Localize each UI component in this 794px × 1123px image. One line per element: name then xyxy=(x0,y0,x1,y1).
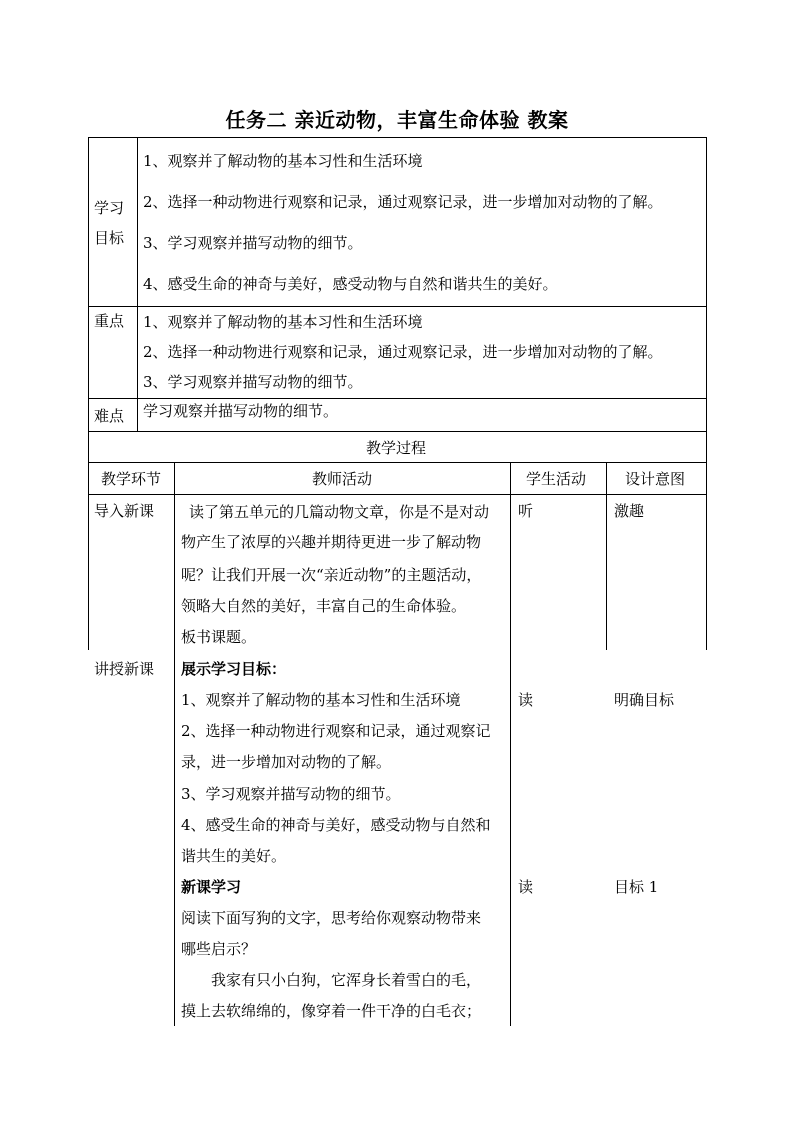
difficulty-label: 难点 xyxy=(94,407,125,425)
row-divider xyxy=(88,306,707,307)
table-border-right xyxy=(706,431,707,650)
table-border-left xyxy=(88,137,89,432)
column-header: 设计意图 xyxy=(625,470,686,488)
row-divider xyxy=(88,431,707,432)
row-divider xyxy=(88,398,707,399)
design-intent: 激趣 xyxy=(614,502,645,520)
key-point-item: 3、学习观察并描写动物的细节。 xyxy=(143,373,363,391)
objective-item: 1、观察并了解动物的基本习性和生活环境 xyxy=(143,152,423,170)
column-header: 学生活动 xyxy=(526,470,587,488)
key-point-item: 1、观察并了解动物的基本习性和生活环境 xyxy=(143,313,423,331)
objective-item: 2、选择一种动物进行观察和记录，通过观察记录，进一步增加对动物的了解。 xyxy=(143,193,663,211)
column-divider xyxy=(606,462,607,650)
teacher-activity-line: 读了第五单元的几篇动物文章，你是不是对动 xyxy=(189,503,490,521)
stage-label: 导入新课 xyxy=(94,502,155,520)
objectives-label: 学习 xyxy=(94,199,125,217)
study-line: 我家有只小白狗，它浑身长着雪白的毛， xyxy=(211,971,482,989)
column-divider xyxy=(510,462,511,1026)
key-points-label: 重点 xyxy=(94,312,125,330)
study-line: 哪些启示？ xyxy=(181,940,257,958)
teacher-activity-line: 领略大自然的美好，丰富自己的生命体验。 xyxy=(181,597,467,615)
objectives-label: 目标 xyxy=(94,229,125,247)
goal-line: 3、学习观察并描写动物的细节。 xyxy=(181,785,401,803)
column-header: 教师活动 xyxy=(312,470,373,488)
student-activity: 读 xyxy=(518,878,534,896)
goal-line: 录，进一步增加对动物的了解。 xyxy=(181,753,392,771)
stage-label: 讲授新课 xyxy=(94,660,155,678)
objective-item: 3、学习观察并描写动物的细节。 xyxy=(143,234,363,252)
column-divider xyxy=(174,462,175,1026)
goal-line: 1、观察并了解动物的基本习性和生活环境 xyxy=(181,691,461,709)
study-line: 摸上去软绵绵的，像穿着一件干净的白毛衣； xyxy=(181,1002,482,1020)
design-intent: 目标 1 xyxy=(614,878,659,896)
key-point-item: 2、选择一种动物进行观察和记录，通过观察记录，进一步增加对动物的了解。 xyxy=(143,343,663,361)
table-border-right xyxy=(706,137,707,432)
page-title: 任务二 亲近动物，丰富生命体验 教案 xyxy=(225,108,569,132)
student-activity: 读 xyxy=(518,691,534,709)
student-activity: 听 xyxy=(518,502,534,520)
row-divider xyxy=(88,462,707,463)
label-column-divider xyxy=(137,137,138,432)
teacher-activity-line: 板书课题。 xyxy=(181,628,257,646)
row-divider xyxy=(88,494,707,495)
study-line: 阅读下面写狗的文字，思考给你观察动物带来 xyxy=(181,909,482,927)
column-header: 教学环节 xyxy=(101,470,162,488)
goal-line: 谐共生的美好。 xyxy=(181,847,287,865)
teacher-activity-line: 物产生了浓厚的兴趣并期待更进一步了解动物 xyxy=(181,533,482,551)
difficulty-text: 学习观察并描写动物的细节。 xyxy=(143,402,339,420)
section-heading: 展示学习目标： xyxy=(181,660,287,678)
teacher-activity-line: 呢？让我们开展一次“亲近动物”的主题活动， xyxy=(181,566,482,584)
goal-line: 2、选择一种动物进行观察和记录，通过观察记 xyxy=(181,722,491,740)
table-border-left xyxy=(88,431,89,650)
goal-line: 4、感受生命的神奇与美好，感受动物与自然和 xyxy=(181,816,491,834)
process-heading: 教学过程 xyxy=(366,439,427,457)
objective-item: 4、感受生命的神奇与美好，感受动物与自然和谐共生的美好。 xyxy=(143,275,558,293)
table-border-top xyxy=(88,137,707,138)
design-intent: 明确目标 xyxy=(614,691,675,709)
section-heading: 新课学习 xyxy=(181,878,242,896)
